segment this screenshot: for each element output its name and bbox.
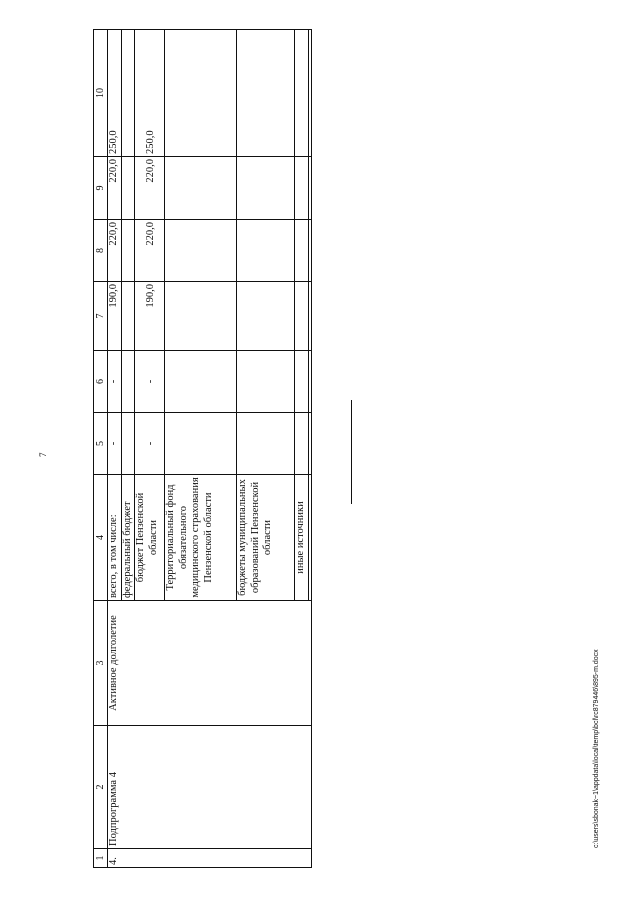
value-cell [122, 413, 135, 475]
value-cell: 220,0 [108, 157, 122, 220]
header-cell: 8 [94, 220, 108, 282]
blank-cell [308, 220, 311, 282]
value-cell [165, 30, 237, 157]
value-cell [122, 30, 135, 157]
value-cell: - [135, 413, 165, 475]
source-cell: Территориальный фонд обязательного медицинского страхования Пензенской области [165, 475, 237, 601]
value-cell [165, 157, 237, 220]
source-cell: всего, в том числе: [108, 475, 122, 601]
value-cell [237, 351, 295, 413]
blank-cell [308, 475, 311, 601]
header-cell: 1 [94, 849, 108, 868]
value-cell [122, 157, 135, 220]
value-cell: 250,0 [135, 30, 165, 157]
separator-line [351, 400, 352, 504]
source-cell: иные источники [295, 475, 308, 601]
value-cell: 190,0 [108, 282, 122, 351]
value-cell: 190,0 [135, 282, 165, 351]
header-cell: 4 [94, 475, 108, 601]
value-cell [295, 30, 308, 157]
value-cell [237, 220, 295, 282]
value-cell [237, 30, 295, 157]
header-cell: 2 [94, 726, 108, 849]
value-cell: 220,0 [108, 220, 122, 282]
value-cell: - [108, 413, 122, 475]
program-number: 4. [108, 849, 312, 868]
value-cell [295, 157, 308, 220]
value-cell: - [135, 351, 165, 413]
blank-cell [308, 413, 311, 475]
value-cell [122, 282, 135, 351]
value-cell [295, 351, 308, 413]
value-cell [122, 351, 135, 413]
value-cell [237, 413, 295, 475]
value-cell: 220,0 [135, 157, 165, 220]
value-cell [165, 351, 237, 413]
value-cell [165, 220, 237, 282]
page-number: 7 [38, 452, 48, 457]
source-cell: бюджет Пензенской области [135, 475, 165, 601]
header-row [94, 30, 108, 868]
value-cell [295, 220, 308, 282]
value-cell [165, 413, 237, 475]
footer-file-path: c:\users\sbonak~1\appdata\local\temp\bcl\rc879446\895-m.docx [593, 649, 600, 848]
blank-cell [308, 351, 311, 413]
value-cell [295, 413, 308, 475]
value-cell [295, 282, 308, 351]
header-cell: 7 [94, 282, 108, 351]
header-cell: 10 [94, 30, 108, 157]
table-row [108, 30, 122, 868]
header-cell: 6 [94, 351, 108, 413]
value-cell: - [108, 351, 122, 413]
value-cell [165, 282, 237, 351]
funding-table [93, 30, 309, 868]
value-cell [237, 282, 295, 351]
program-name: Подпрограмма 4 [108, 726, 312, 849]
header-cell: 9 [94, 157, 108, 220]
value-cell [237, 157, 295, 220]
value-cell: 220,0 [135, 220, 165, 282]
value-cell: 250,0 [108, 30, 122, 157]
blank-cell [308, 157, 311, 220]
header-cell: 3 [94, 601, 108, 726]
source-cell: бюджеты муниципальных образований Пензенской области [237, 475, 295, 601]
value-cell [122, 220, 135, 282]
header-cell: 5 [94, 413, 108, 475]
blank-cell [308, 282, 311, 351]
program-title: Активное долголетие [108, 601, 312, 726]
source-cell: федеральный бюджет [122, 475, 135, 601]
blank-cell [308, 30, 311, 157]
